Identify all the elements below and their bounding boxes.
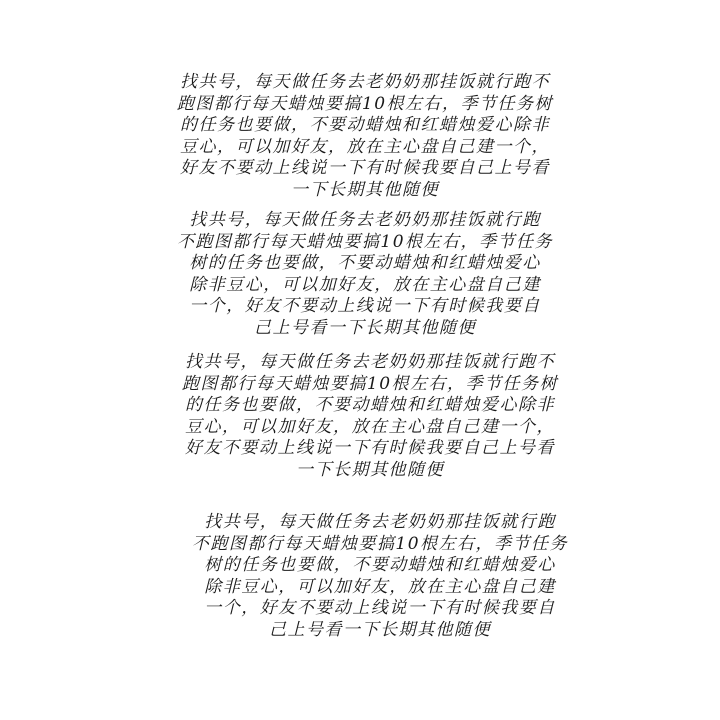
paragraph-line: 找共号，每天做任务去老奶奶那挂饭就行跑不 [185, 352, 555, 372]
handwritten-paragraph-2 [150, 210, 580, 339]
handwritten-paragraph-4 [170, 512, 590, 641]
paragraph-line: 树的任务也要做，不要动蜡烛和红蜡烛爱心 [204, 555, 556, 575]
handwritten-paragraph-1 [150, 72, 580, 201]
paragraph-line: 找共号，每天做任务去老奶奶那挂饭就行跑 [189, 210, 541, 230]
paragraph-line: 的任务也要做，不要动蜡烛和红蜡烛爱心除非 [180, 115, 550, 135]
paragraph-line: 豆心，可以加好友，放在主心盘自己建一个， [185, 416, 555, 437]
paragraph-line: 一下长期其他随便 [296, 459, 444, 480]
paragraph-line: 不跑图都行每天蜡烛要搞10根左右，季节任务 [176, 231, 554, 252]
paragraph-line: 除非豆心，可以加好友，放在主心盘自己建 [189, 274, 541, 295]
paragraph-line: 找共号，每天做任务去老奶奶那挂饭就行跑 [204, 512, 556, 532]
paragraph-line: 找共号，每天做任务去老奶奶那挂饭就行跑不 [180, 72, 550, 92]
paragraph-line: 不跑图都行每天蜡烛要搞10根左右，季节任务 [191, 533, 569, 554]
paragraph-line: 的任务也要做，不要动蜡烛和红蜡烛爱心除非 [185, 395, 555, 415]
paragraph-line: 己上号看一下长期其他随便 [254, 317, 476, 338]
paragraph-line: 树的任务也要做，不要动蜡烛和红蜡烛爱心 [189, 253, 541, 273]
paragraph-line: 一下长期其他随便 [291, 179, 439, 200]
paragraph-line: 己上号看一下长期其他随便 [269, 619, 491, 640]
paragraph-line: 豆心，可以加好友，放在主心盘自己建一个， [180, 136, 550, 157]
paragraph-line: 好友不要动上线说一下有时候我要自己上号看 [185, 438, 555, 458]
paragraph-line: 除非豆心，可以加好友，放在主心盘自己建 [204, 576, 556, 597]
paragraph-line: 一个，好友不要动上线说一下有时候我要自 [204, 598, 556, 618]
paragraph-line: 好友不要动上线说一下有时候我要自己上号看 [180, 158, 550, 178]
paragraph-line: 跑图都行每天蜡烛要搞10根左右，季节任务树 [181, 373, 559, 394]
handwritten-paragraph-3 [160, 352, 580, 481]
paragraph-line: 一个，好友不要动上线说一下有时候我要自 [189, 296, 541, 316]
paragraph-line: 跑图都行每天蜡烛要搞10根左右，季节任务树 [176, 93, 554, 114]
